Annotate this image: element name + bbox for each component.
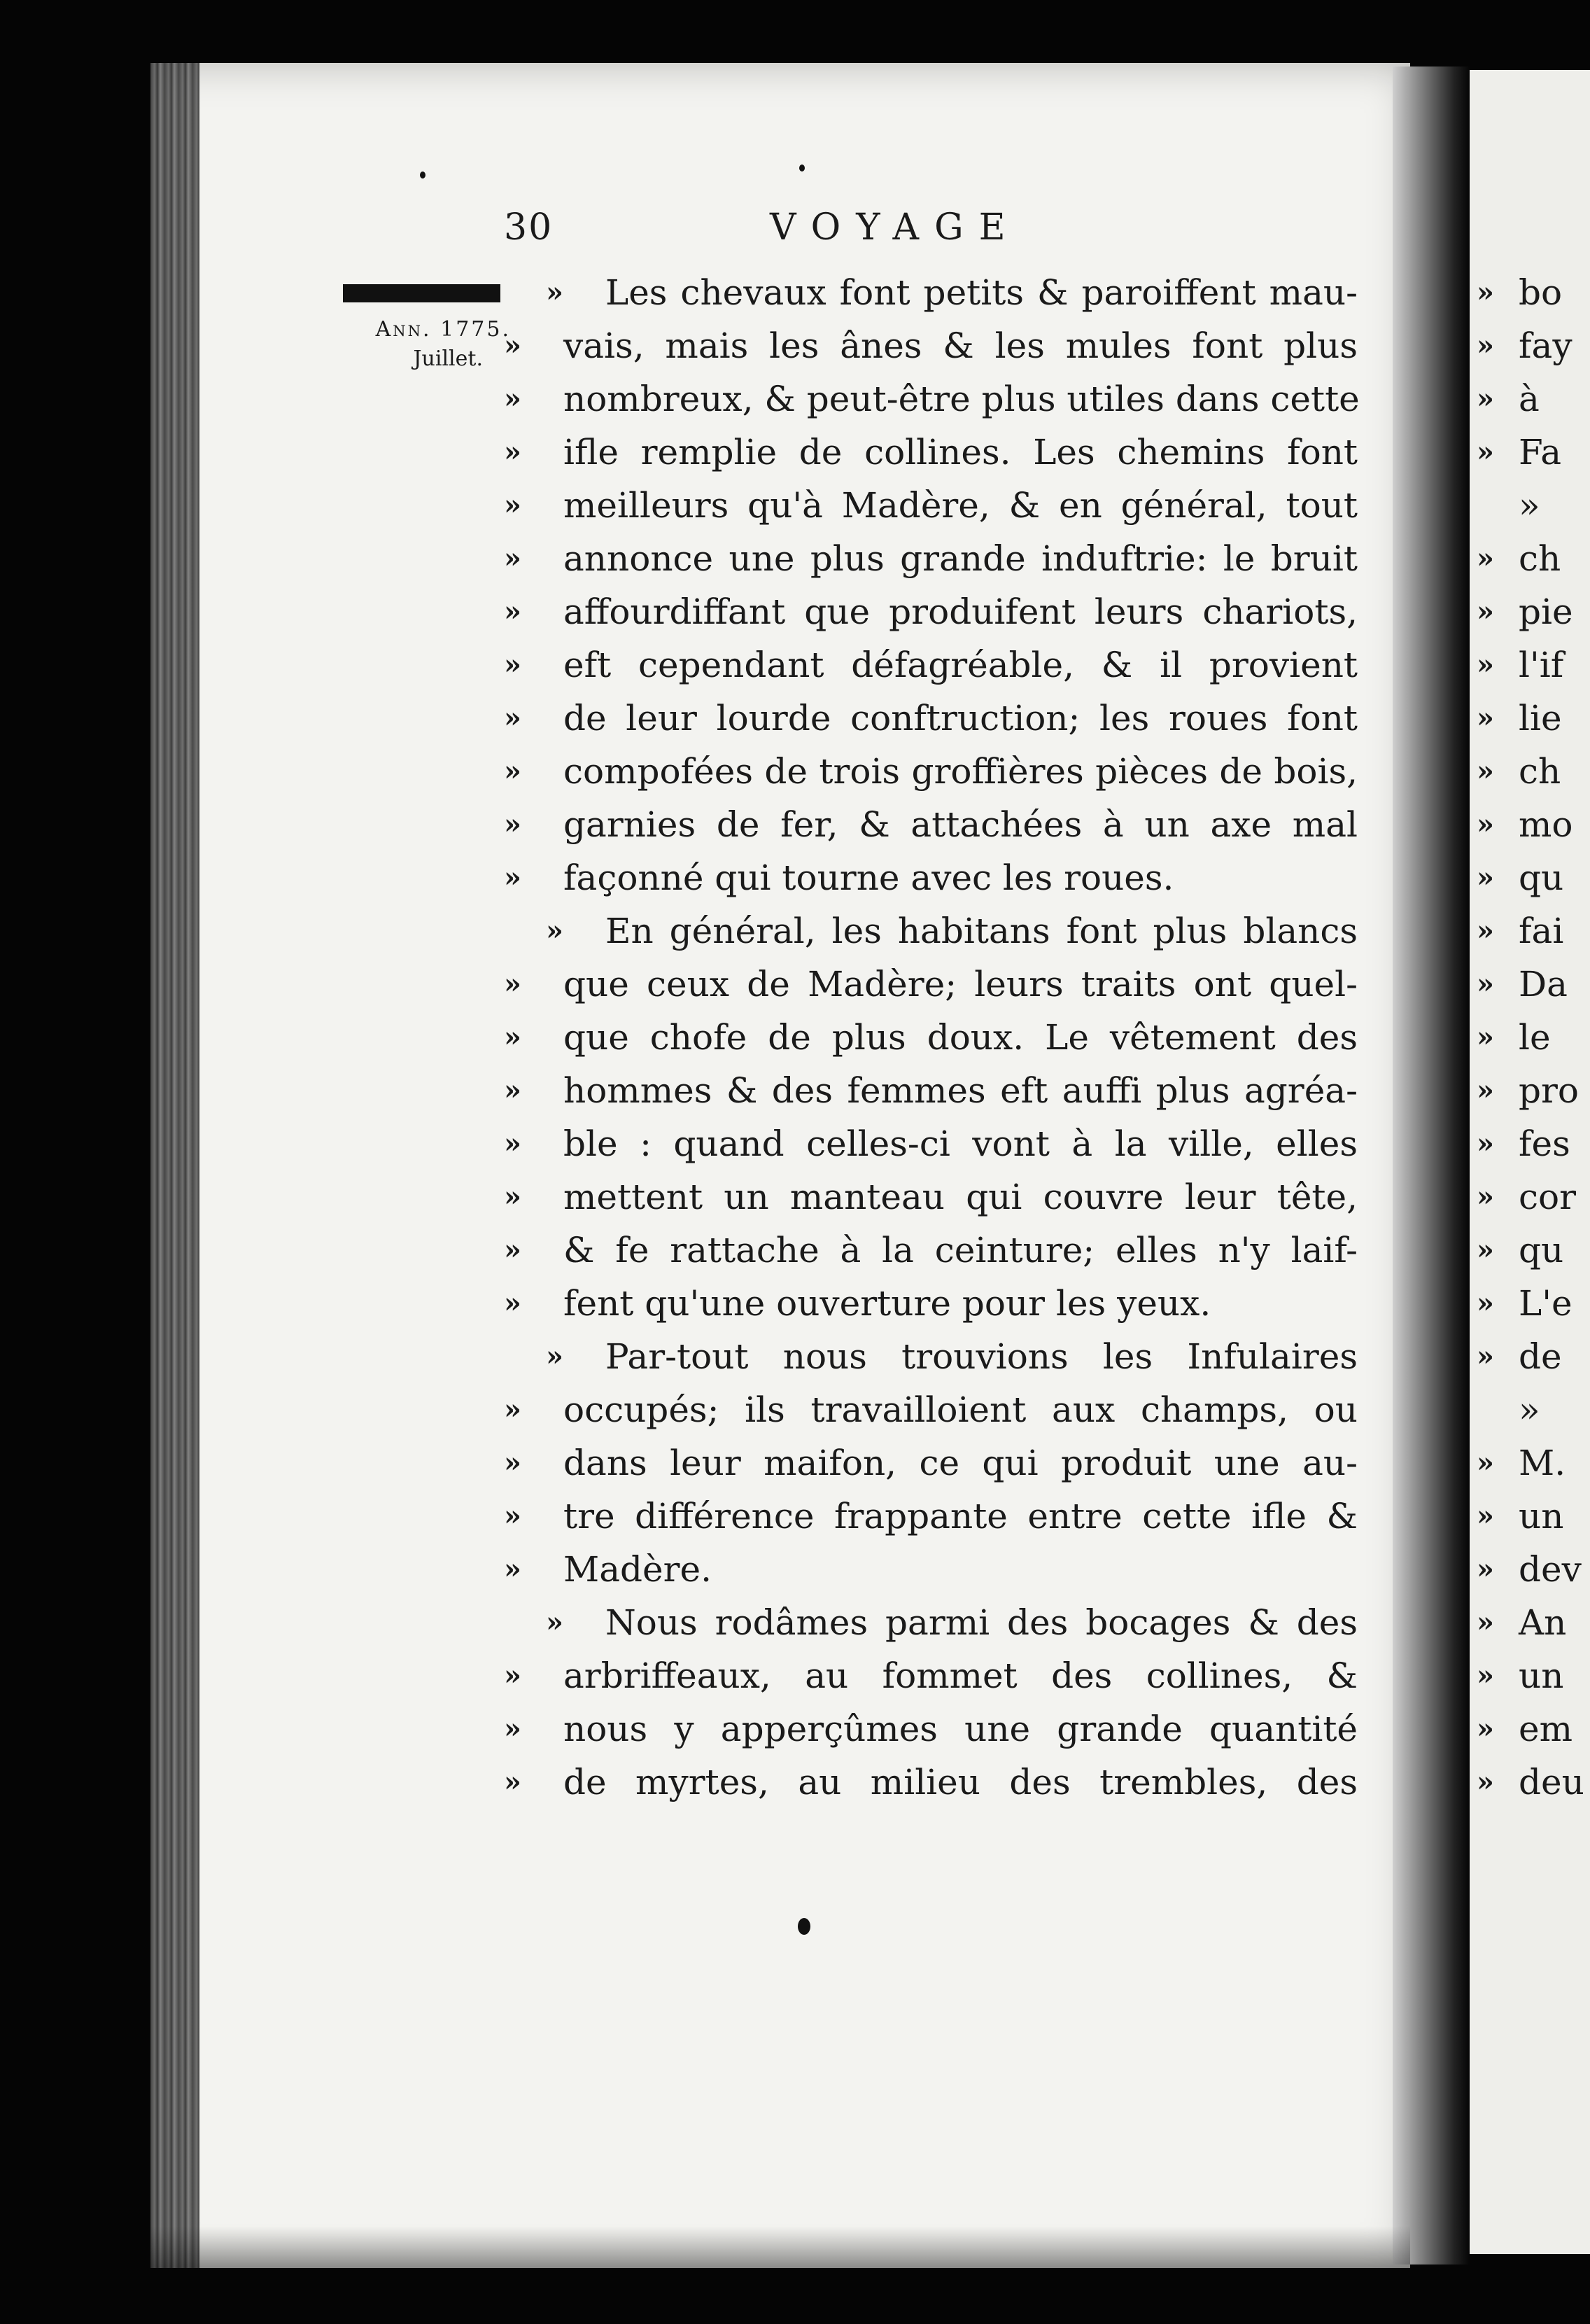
quote-mark: » [1477,1233,1494,1266]
quote-mark: » [1477,648,1494,681]
page-header [504,206,1064,255]
line-text: Par-tout nous trouvions les Infulaires [605,1336,1358,1377]
margin-note-month: Juillet. [413,346,483,371]
facing-line-text: Da [1519,964,1568,1004]
quote-mark: » [504,1499,521,1532]
quote-mark: » [504,1553,521,1586]
text-line [504,638,1358,692]
quote-mark: » [1477,1074,1494,1107]
text-line [504,692,1358,745]
quote-mark: » [546,914,563,947]
quote-mark: » [504,648,521,681]
margin-note-year: Ann. 1775. [375,317,511,342]
quote-mark: » [1477,1659,1494,1692]
line-text: Les chevaux font petits & paroiffent mau- [605,272,1358,313]
quote-mark: » [504,1287,521,1320]
quote-mark: » [504,1446,521,1479]
text-line [504,1596,1358,1649]
text-line [504,532,1358,585]
line-text: garnies de fer, & attachées à un axe mal [563,804,1358,845]
quote-mark: » [504,1233,521,1266]
quote-mark: » [1477,276,1494,309]
line-text: eft cependant défagréable, & il provient [563,645,1358,685]
quote-mark: » [1477,1499,1494,1532]
quote-mark: » [1477,1765,1494,1798]
text-line [504,372,1358,426]
text-line [504,1649,1358,1702]
line-text: nombreux, & peut-être plus utiles dans cette [563,379,1360,419]
line-text: Madère. [563,1549,712,1590]
line-text: de leur lourde conftruction; les roues font [563,698,1358,738]
quote-mark: » [546,276,563,309]
scan-speck [420,172,425,178]
text-line [504,745,1358,798]
quote-mark: » [1477,1446,1494,1479]
facing-line-text: bo [1519,272,1563,313]
line-text: façonné qui tourne avec les roues. [563,858,1174,898]
quote-mark: » [1477,1021,1494,1054]
line-text: que ceux de Madère; leurs traits ont quel- [563,964,1358,1004]
quote-mark: » [1477,914,1494,947]
line-text: nous y apperçûmes une grande quantité [563,1709,1358,1749]
facing-line-text: » [1519,485,1540,526]
text-line [504,426,1358,479]
facing-line-text: fay [1519,326,1573,366]
line-text: arbriffeaux, au fommet des collines, & [563,1656,1358,1696]
facing-line-text: M. [1519,1443,1566,1483]
quote-mark: » [1477,542,1494,575]
facing-line-text: ch [1519,538,1561,579]
quote-mark: » [504,701,521,734]
text-line [504,1543,1358,1596]
facing-line-text: de [1519,1336,1562,1377]
facing-line-text: qu [1519,858,1564,898]
facing-line-text: » [1519,1390,1540,1430]
quote-mark: » [504,967,521,1000]
quote-mark: » [504,435,521,468]
quote-mark: » [504,382,521,415]
text-line [504,266,1358,319]
line-text: annonce une plus grande induftrie: le bruit [563,538,1358,579]
text-line [504,1277,1358,1330]
text-line [504,1011,1358,1064]
quote-mark: » [1477,808,1494,841]
quote-mark: » [504,489,521,522]
page-edge-shadow [150,63,199,2268]
quote-mark: » [546,1606,563,1639]
facing-line-text: pro [1519,1070,1580,1111]
book-gutter [1393,66,1470,2264]
facing-line-text: ch [1519,751,1561,792]
text-line [504,851,1358,904]
quote-mark: » [504,808,521,841]
text-line [504,1436,1358,1490]
text-line [504,904,1358,958]
quote-mark: » [1477,701,1494,734]
facing-line-text: lie [1519,698,1562,738]
facing-line-text: deu [1519,1762,1584,1802]
line-text: compofées de trois groffières pièces de bois, [563,751,1358,792]
quote-mark: » [504,1393,521,1426]
line-text: mettent un manteau qui couvre leur tête, [563,1177,1358,1217]
quote-mark: » [504,1074,521,1107]
quote-mark: » [1477,595,1494,628]
quote-mark: » [1477,1127,1494,1160]
quote-mark: » [504,1765,521,1798]
text-line [504,479,1358,532]
quote-mark: » [1477,382,1494,415]
page-bottom-shadow [150,2226,1410,2268]
line-text: ble : quand celles-ci vont à la ville, elles [563,1124,1358,1164]
page-number: 30 [504,206,554,248]
facing-line-text: fes [1519,1124,1570,1164]
facing-line-text: à [1519,379,1540,419]
line-text: de myrtes, au milieu des trembles, des [563,1762,1358,1802]
text-line [504,1117,1358,1170]
quote-mark: » [1477,1180,1494,1213]
text-line [504,1383,1358,1436]
text-line [504,1702,1358,1756]
facing-line-text: le [1519,1017,1551,1058]
running-title: VOYAGE [770,206,1021,248]
quote-mark: » [504,329,521,362]
quote-mark: » [1477,435,1494,468]
quote-mark: » [504,1712,521,1745]
line-text: vais, mais les ânes & les mules font plus [563,326,1358,366]
quote-mark: » [1477,861,1494,894]
facing-line-text: mo [1519,804,1573,845]
line-text: meilleurs qu'à Madère, & en général, tout [563,485,1358,526]
line-text: que chofe de plus doux. Le vêtement des [563,1017,1358,1058]
line-text: dans leur maifon, ce qui produit une au- [563,1443,1358,1483]
line-text: tre différence frappante entre cette ifle & [563,1496,1358,1536]
quote-mark: » [504,1127,521,1160]
text-line [504,1224,1358,1277]
quote-mark: » [504,755,521,788]
quote-mark: » [504,595,521,628]
facing-line-text: un [1519,1656,1564,1696]
quote-mark: » [504,1021,521,1054]
facing-line-text: Fa [1519,432,1562,472]
line-text: hommes & des femmes eft auffi plus agréa- [563,1070,1358,1111]
facing-line-text: cor [1519,1177,1577,1217]
line-text: & fe rattache à la ceinture; elles n'y laif- [563,1230,1358,1270]
quote-mark: » [504,1180,521,1213]
quote-mark: » [504,861,521,894]
quote-mark: » [1477,1553,1494,1586]
quote-mark: » [546,1340,563,1373]
line-text: affourdiffant que produifent leurs chariots, [563,592,1358,632]
text-line [504,958,1358,1011]
quote-mark: » [1477,1340,1494,1373]
facing-line-text: L'e [1519,1283,1573,1324]
text-line [504,1330,1358,1383]
line-text: En général, les habitans font plus blancs [605,911,1358,951]
quote-mark: » [504,1659,521,1692]
facing-line-text: un [1519,1496,1564,1536]
text-line [504,1490,1358,1543]
quote-mark: » [1477,755,1494,788]
quote-mark: » [1477,1287,1494,1320]
quote-mark: » [1477,1606,1494,1639]
line-text: fent qu'une ouverture pour les yeux. [563,1283,1211,1324]
scan-speck [798,1918,810,1935]
line-text: Nous rodâmes parmi des bocages & des [605,1602,1358,1643]
facing-line-text: dev [1519,1549,1582,1590]
margin-rule [343,284,500,300]
quote-mark: » [1477,967,1494,1000]
facing-line-text: pie [1519,592,1573,632]
scan-speck [799,164,805,172]
facing-line-text: fai [1519,911,1564,951]
text-line [504,1064,1358,1117]
text-line [504,585,1358,638]
quote-mark: » [1477,1712,1494,1745]
quote-mark: » [504,542,521,575]
facing-line-text: An [1519,1602,1567,1643]
facing-line-text: em [1519,1709,1573,1749]
line-text: occupés; ils travailloient aux champs, ou [563,1390,1358,1430]
text-line [504,1756,1358,1809]
quote-mark: » [1477,329,1494,362]
text-line [504,319,1358,372]
margin-note [343,315,511,374]
line-text: ifle remplie de collines. Les chemins font [563,432,1358,472]
facing-line-text: qu [1519,1230,1564,1270]
text-line [504,1170,1358,1224]
text-line [504,798,1358,851]
facing-line-text: l'if [1519,645,1564,685]
